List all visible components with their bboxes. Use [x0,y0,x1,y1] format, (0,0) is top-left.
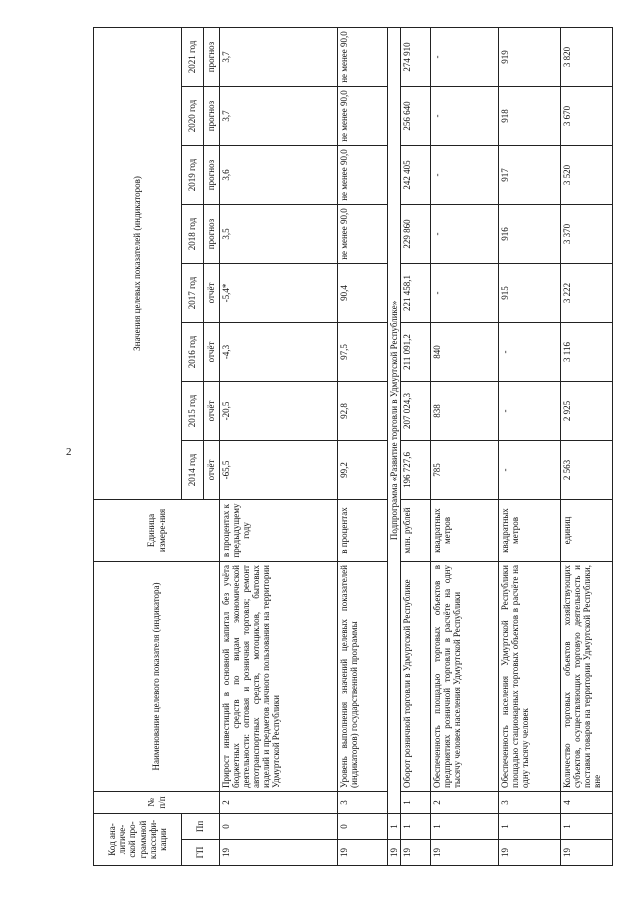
cell-value: 207 024,3 [401,382,431,441]
cell-num: 2 [431,792,499,814]
header-year: 2016 год [182,323,204,382]
cell-value: 917 [499,146,561,205]
cell-value: 918 [499,87,561,146]
cell-value: 90,4 [338,264,388,323]
cell-pp: 0 [338,814,388,840]
cell-value: не менее 90,0 [338,27,388,86]
cell-unit: млн. рублей [401,500,431,562]
header-values-group: Значения целевых показателей (индикаторов) [94,27,182,499]
cell-value: 3 520 [561,146,613,205]
cell-value: 3 370 [561,205,613,264]
header-kind: отчёт [204,441,220,500]
cell-value: 97,5 [338,323,388,382]
cell-value: - [499,382,561,441]
header-year: 2015 год [182,382,204,441]
header-gp: ГП [182,840,220,866]
cell-unit: в процентах [338,500,388,562]
header-year: 2014 год [182,441,204,500]
cell-name: Прирост инвестиций в основной капитал без учёта бюджетных средств по видам экономической деятельности: оптовая и розничная торговля; ремонт автотранспортных средств, мотоциклов, бытовых изделий и предметов личного пользования на территории Удмуртской Республики [220,562,338,792]
cell-value: 840 [431,323,499,382]
header-year: 2021 год [182,27,204,86]
cell-gp: 19 [561,840,613,866]
cell-gp: 19 [431,840,499,866]
cell-value: 3,6 [220,146,338,205]
header-kind: отчёт [204,323,220,382]
cell-value: - [431,87,499,146]
cell-value: 916 [499,205,561,264]
cell-value: 785 [431,441,499,500]
cell-name: Количество торговых объектов хозяйствующих субъектов, осуществляющих торговую деятельность и поставки товаров на территории Удмуртской Республики, вне [561,562,613,792]
cell-unit: квадратных метров [431,500,499,562]
cell-value: 99,2 [338,441,388,500]
cell-name: Оборот розничной торговли в Удмуртской Республике [401,562,431,792]
cell-value: не менее 90,0 [338,146,388,205]
cell-value: 919 [499,27,561,86]
cell-unit: квадратных метров [499,500,561,562]
cell-value: 274 910 [401,27,431,86]
cell-num: 4 [561,792,613,814]
cell-value: 3,7 [220,87,338,146]
cell-gp: 19 [338,840,388,866]
header-pp: Пп [182,814,220,840]
cell-value: 838 [431,382,499,441]
cell-value: -20,5 [220,382,338,441]
cell-name: Уровень выполнения значений целевых показателей (индикаторов) государственной программы [338,562,388,792]
cell-pp: 1 [561,814,613,840]
subprogram-title: Подпрограмма «Развитие торговли в Удмуртской Республике» [388,27,401,813]
header-kind: прогноз [204,27,220,86]
cell-value: 2 563 [561,441,613,500]
cell-value: 3 116 [561,323,613,382]
cell-value: 3 670 [561,87,613,146]
cell-value: не менее 90,0 [338,87,388,146]
header-kind: отчёт [204,382,220,441]
cell-num: 3 [338,792,388,814]
cell-value: - [431,264,499,323]
cell-value: 915 [499,264,561,323]
indicators-table [93,27,613,866]
page-number: 2 [66,446,72,458]
cell-value: - [499,323,561,382]
cell-num: 3 [499,792,561,814]
header-kind: прогноз [204,87,220,146]
header-num: № п/п [94,792,220,814]
cell-value: - [431,146,499,205]
cell-unit: единиц [561,500,613,562]
cell-value: 3,7 [220,27,338,86]
table-row [220,27,338,865]
header-unit: Единица измере-ния [94,500,220,562]
table-row [561,27,613,865]
header-name: Наименование целевого показателя (индикатора) [94,562,220,792]
cell-value: 196 727,6 [401,441,431,500]
cell-value: - [499,441,561,500]
rotated-table-wrapper [93,28,613,866]
cell-pp: 1 [499,814,561,840]
cell-name: Обеспеченность населения Удмуртской Республики площадью стационарных торговых объектов в расчёте на одну тысячу человек [499,562,561,792]
table-row [401,27,431,865]
cell-pp: 1 [401,814,431,840]
cell-value: -5,4* [220,264,338,323]
cell-name: Обеспеченность площадью торговых объектов в предприятиях розничной торговли в расчёте на одну тысячу человек населения Удмуртской Республики [431,562,499,792]
cell-num: 2 [220,792,338,814]
cell-value: -4,3 [220,323,338,382]
cell-value: 256 640 [401,87,431,146]
cell-gp: 19 [499,840,561,866]
cell-gp: 19 [388,840,401,866]
header-year: 2020 год [182,87,204,146]
header-kind: прогноз [204,205,220,264]
header-kind: прогноз [204,146,220,205]
cell-value: 3 820 [561,27,613,86]
subprogram-row [388,27,401,865]
cell-value: 92,8 [338,382,388,441]
cell-value: 229 860 [401,205,431,264]
cell-value: 3,5 [220,205,338,264]
header-year: 2017 год [182,264,204,323]
cell-gp: 19 [220,840,338,866]
cell-value: не менее 90,0 [338,205,388,264]
cell-pp: 1 [431,814,499,840]
table-row [499,27,561,865]
cell-value: 211 091,2 [401,323,431,382]
cell-value: -65,5 [220,441,338,500]
cell-gp: 19 [401,840,431,866]
cell-num: 1 [401,792,431,814]
cell-pp: 1 [388,814,401,840]
header-kind: отчёт [204,264,220,323]
cell-value: 3 222 [561,264,613,323]
cell-value: - [431,27,499,86]
header-code-group: Код ана-литиче-ской про-граммной классифи-кации [94,814,182,866]
cell-pp: 0 [220,814,338,840]
cell-unit: в процентах к предыдущему году [220,500,338,562]
table-row [431,27,499,865]
cell-value: 242 405 [401,146,431,205]
table-row [338,27,388,865]
cell-value: 2 925 [561,382,613,441]
header-year: 2019 год [182,146,204,205]
header-year: 2018 год [182,205,204,264]
cell-value: 221 458,1 [401,264,431,323]
cell-value: - [431,205,499,264]
